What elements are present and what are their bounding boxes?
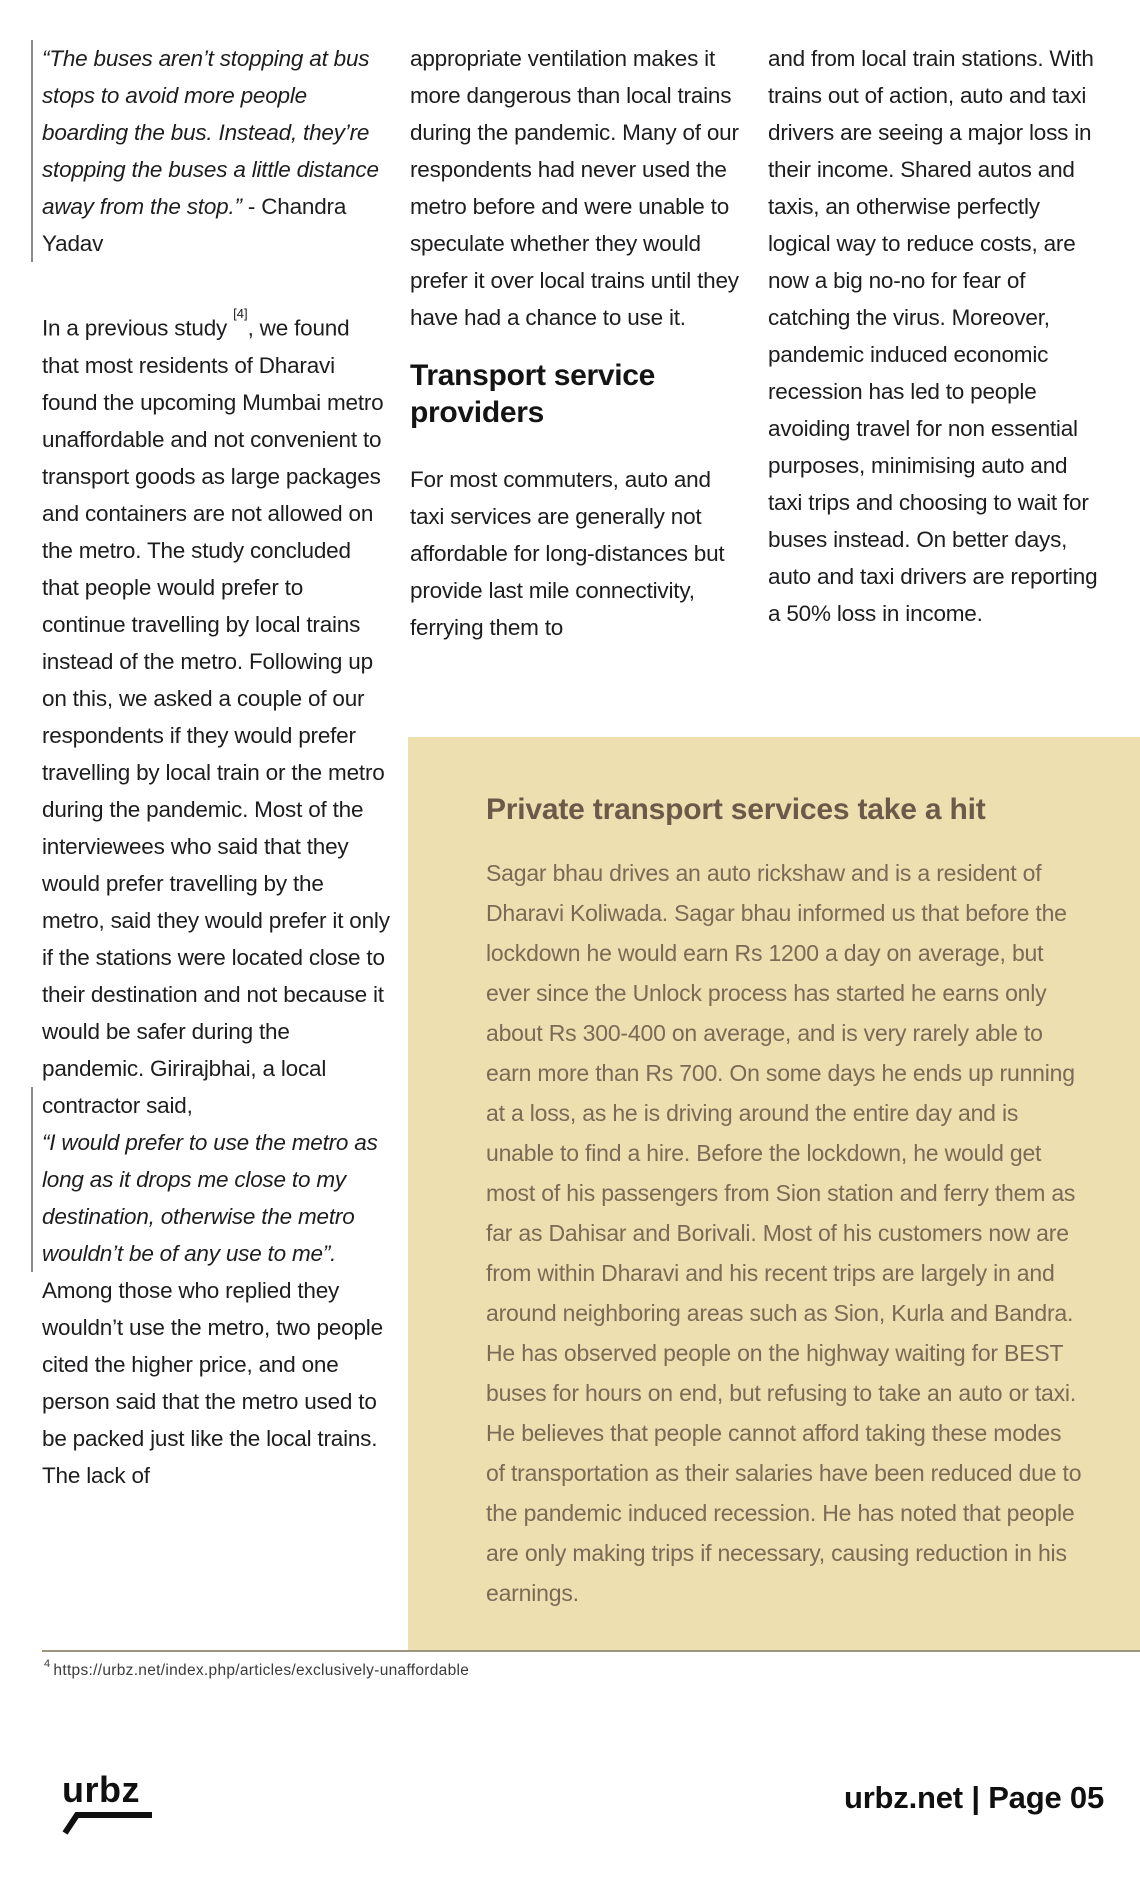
- paragraph-text: , we found that most residents of Dharavi found the upcoming Mumbai metro unaffordable and not convenient to transport goods as large packages and containers are not allowed on the metro. The study concluded that people would prefer to continue travelling by local trains instead of the metro. Following up on this, we asked a couple of our respondents if they would prefer travelling by local train or the metro during the pandemic. Most of the interviewees who said that they would prefer travelling by the metro, said they would prefer it only if the stations were located close to their destination and not because it would be safer during the pandemic. Girirajbhai, a local: [42, 315, 390, 1081]
- footnote: [44, 1660, 469, 1680]
- callout-box-private-transport: [408, 737, 1140, 1652]
- urbz-logo: [62, 1769, 172, 1837]
- paragraph-train-stations: and from local train stations. With trains out of action, auto and taxi drivers are seeing a major loss in their income. Shared autos and taxis, an otherwise perfectly logical way to reduce costs, are now a big no-no for fear of catching the virus. Moreover, pandemic induced economic recession has led to people avoiding travel for non essential purposes, minimising auto and taxi trips and choosing to wait for buses instead. On better days, auto and taxi drivers are reporting a 50% loss in income.: [768, 46, 1098, 626]
- paragraph-commuters: For most commuters, auto and taxi services are generally not affordable for long-distances but provide last mile connectivity, ferrying them to: [410, 467, 725, 640]
- footnote-marker: 4: [44, 1658, 51, 1670]
- urbz-logo-text: urbz: [62, 1769, 140, 1810]
- pull-quote-bus-stops: [31, 40, 390, 262]
- section-heading-transport-providers: Transport service providers: [410, 359, 656, 429]
- page-footer-label: urbz.net | Page 05: [843, 1780, 1104, 1815]
- paragraph-previous-study: [42, 304, 390, 1087]
- paragraph-metro-replies: Among those who replied they wouldn’t use the metro, two people cited the higher price, and one person said that the metro used to be packed just like the local trains. The lack of: [42, 1277, 383, 1488]
- footnote-reference-4[interactable]: [4]: [233, 306, 248, 321]
- column-left: [42, 40, 390, 1494]
- urbz-logo-underline-icon: [62, 1811, 154, 1837]
- callout-body: Sagar bhau drives an auto rickshaw and is a resident of Dharavi Koliwada. Sagar bhau informed us that before the lockdown he would earn Rs 1200 a day on average, but ever since the Unlock process has started he earns only about Rs 300-400 on average, and is very rarely able to earn more than Rs 700. On some days he ends up running at a loss, as he is driving around the entire day and is unable to find a hire. Before the lockdown, he would get most of his passengers from Sion station and ferry them as far as Dahisar and Borivali. Most of his customers now are from within Dharavi and his recent trips are largely in and around neighboring areas such as Sion, Kurla and Bandra. He has observed people on the highway waiting for BEST buses for hours on end, but refusing to take an auto or taxi. He believes that people cannot afford taking these modes of transportation as their salaries have been reduced due to the pandemic induced recession. He has noted that people are only making trips if necessary, causing reduction in his earnings.: [486, 860, 1082, 1606]
- callout-title: Private transport services take a hit: [486, 793, 986, 826]
- footnote-divider: [42, 1650, 1140, 1652]
- pull-quote-attribution: - Chandra Yadav: [42, 194, 347, 256]
- paragraph-ventilation: appropriate ventilation makes it more dangerous than local trains during the pandemic. Many of our respondents had never used the metro before and were unable to speculate whether they would prefer it over local trains until they have had a chance to use it.: [410, 46, 739, 330]
- pull-quote-text: “The buses aren’t stopping at bus stops to avoid more people boarding the bus. Instead, they’re stopping the buses a little distance away from the stop.”: [42, 46, 379, 219]
- paragraph-text: In a previous study: [42, 315, 234, 341]
- pull-quote-lead: contractor said,: [42, 1092, 193, 1118]
- pull-quote-text: “I would prefer to use the metro as long as it drops me close to my destination, otherwise the metro wouldn’t be of any use to me”.: [42, 1129, 378, 1266]
- footnote-url-link[interactable]: https://urbz.net/index.php/articles/exclusively-unaffordable: [53, 1662, 470, 1680]
- pull-quote-girirajbhai: [31, 1087, 390, 1272]
